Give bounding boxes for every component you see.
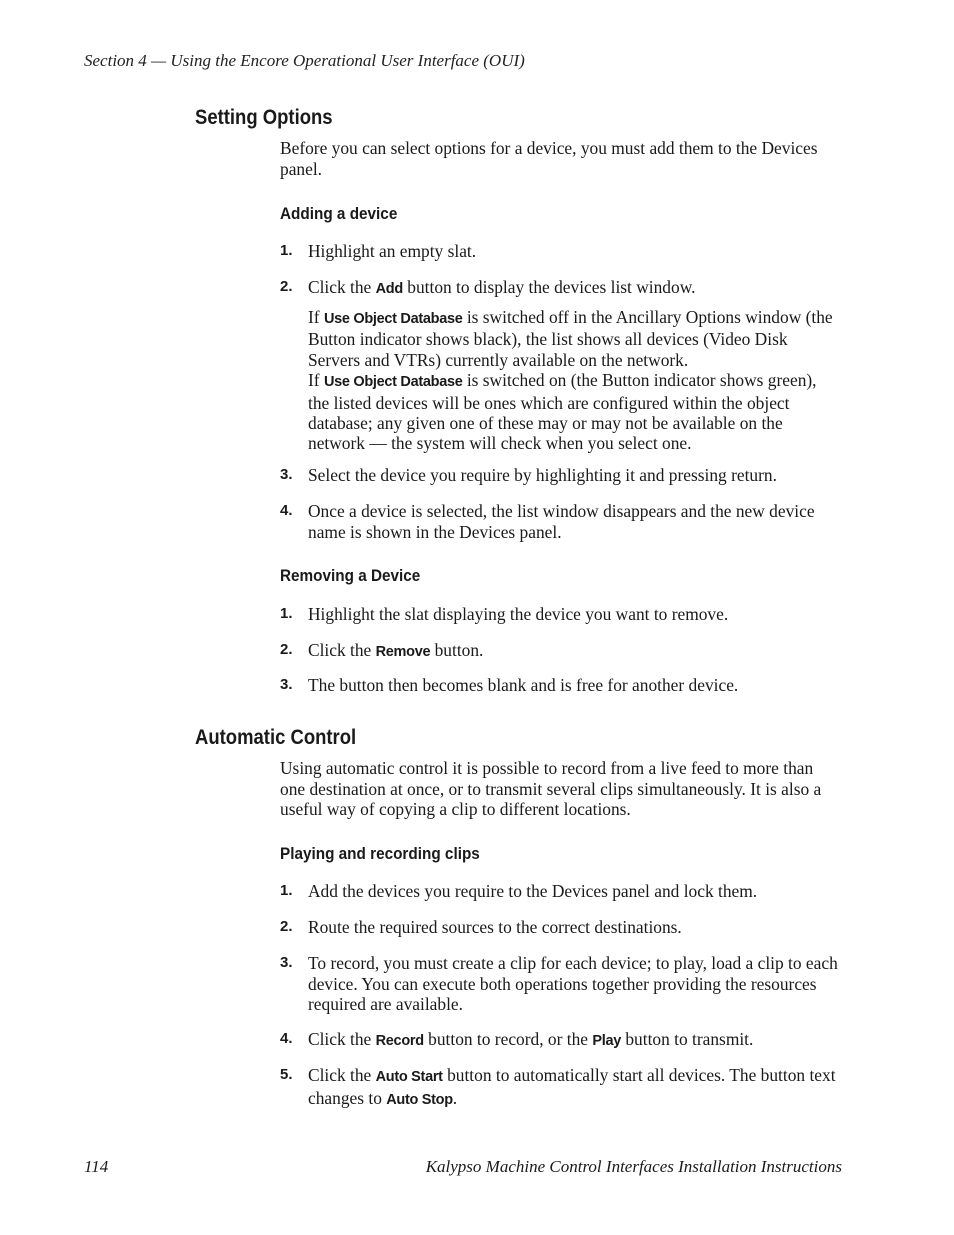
- page-number: 114: [84, 1157, 109, 1176]
- step-number: 3.: [280, 954, 293, 971]
- step-text: Highlight an empty slat.: [308, 241, 477, 261]
- step-number: 3.: [280, 466, 293, 483]
- setting-options-intro: Before you can select options for a device, you must add them to the Devices panel.: [280, 138, 818, 179]
- step-number: 5.: [280, 1066, 293, 1083]
- heading-adding-device: Adding a device: [280, 204, 398, 223]
- step-text: [308, 1029, 842, 1052]
- step-text: Select the device you require by highlighting it and pressing return.: [308, 465, 777, 485]
- step-number: 2.: [280, 641, 293, 658]
- step-number: 2.: [280, 278, 293, 295]
- text-run: button.: [430, 640, 484, 660]
- step-text: Once a device is selected, the list window disappears and the new device name is shown in the Devices panel.: [308, 501, 815, 542]
- footer-doc-title: Kalypso Machine Control Interfaces Installation Instructions: [425, 1157, 842, 1176]
- step-text: Route the required sources to the correct destinations.: [308, 917, 682, 937]
- note-object-database-on: [308, 370, 842, 454]
- heading-setting-options: Setting Options: [195, 106, 333, 129]
- heading-automatic-control: Automatic Control: [195, 726, 357, 749]
- automatic-control-intro: Using automatic control it is possible to record from a live feed to more than one destination at once, or to transmit several clips simultaneously. It is also a useful way of copying a clip to different locations.: [280, 758, 822, 819]
- note-object-database-off: [308, 307, 842, 370]
- step-number: 1.: [280, 882, 293, 899]
- step-number: 1.: [280, 605, 293, 622]
- heading-playing-recording: Playing and recording clips: [280, 844, 480, 863]
- adding-notes: [308, 307, 842, 454]
- text-run: button to record, or the: [423, 1029, 593, 1049]
- step-number: 4.: [280, 1030, 293, 1047]
- ui-term-auto-start: Auto Start: [375, 1069, 443, 1085]
- ui-term-add: Add: [375, 281, 403, 297]
- text-run: button to automatically start all devices. The button text changes to: [308, 1065, 836, 1108]
- heading-removing-device: Removing a Device: [280, 566, 421, 585]
- step-number: 1.: [280, 242, 293, 259]
- text-run: .: [452, 1087, 458, 1108]
- step-text: Highlight the slat displaying the device you want to remove.: [308, 604, 729, 624]
- ui-term-record: Record: [375, 1033, 424, 1049]
- text-run: If: [308, 307, 324, 327]
- step-number: 4.: [280, 502, 293, 519]
- step-text: Add the devices you require to the Devices panel and lock them.: [308, 881, 758, 901]
- step-text: [308, 277, 842, 300]
- step-text: [308, 1065, 842, 1110]
- ui-term-play: Play: [592, 1033, 621, 1049]
- step-number: 2.: [280, 918, 293, 935]
- ui-term-use-object-database: Use Object Database: [323, 311, 463, 327]
- step-text: To record, you must create a clip for each device; to play, load a clip to each device. You can execute both operations together providing the resources required are available.: [308, 953, 838, 1014]
- text-run: button to transmit.: [621, 1029, 754, 1049]
- ui-term-auto-stop: Auto Stop: [386, 1091, 453, 1108]
- text-run: Click the: [308, 277, 376, 297]
- ui-term-use-object-database: Use Object Database: [323, 374, 463, 391]
- text-run: Click the: [308, 640, 376, 660]
- running-header: Section 4 — Using the Encore Operational User Interface (OUI): [84, 51, 525, 70]
- step-text: The button then becomes blank and is free for another device.: [308, 675, 739, 695]
- text-run: If: [308, 370, 324, 391]
- text-run: is switched on (the Button indicator shows green), the listed devices will be ones which are configured within the object database; any given one of these may or may not be available on the network — the system will check when you select one.: [308, 370, 817, 454]
- step-number: 3.: [280, 676, 293, 693]
- step-text: [308, 640, 842, 663]
- text-run: Click the: [308, 1065, 376, 1085]
- text-run: Click the: [308, 1029, 376, 1049]
- ui-term-remove: Remove: [375, 644, 431, 660]
- text-run: is switched off in the Ancillary Options window (the Button indicator shows black), the list shows all devices (Video Disk Servers and VTRs) currently available on the network.: [308, 307, 833, 370]
- text-run: button to display the devices list window.: [402, 277, 696, 297]
